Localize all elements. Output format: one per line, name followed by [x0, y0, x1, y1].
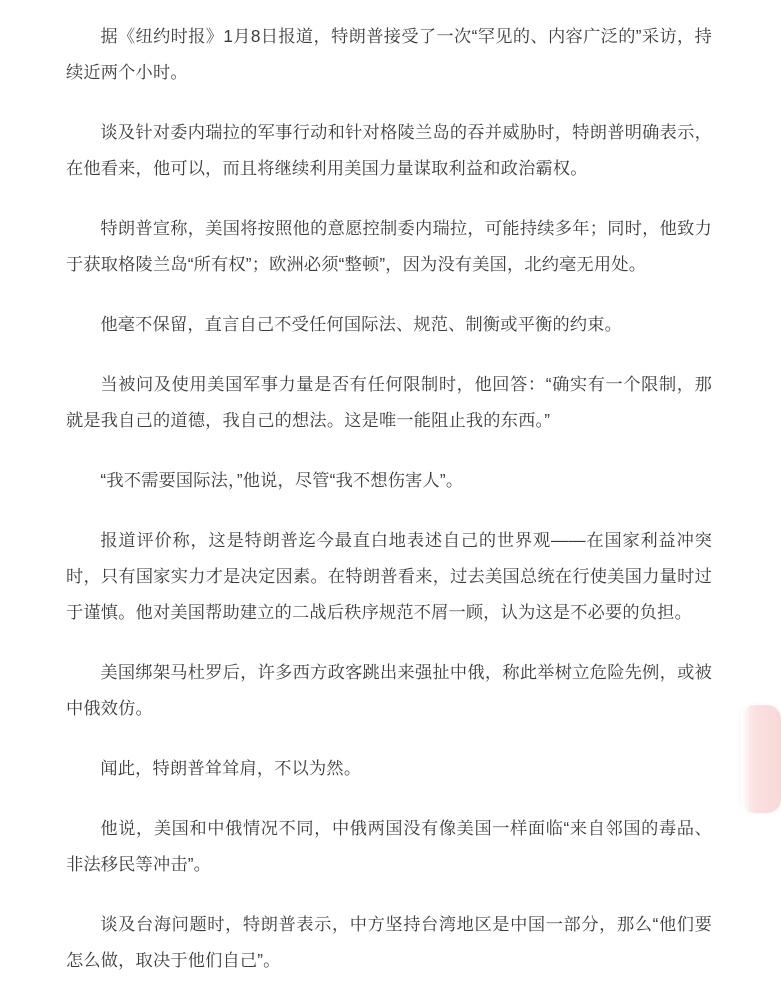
article-paragraph: 报道评价称，这是特朗普迄今最直白地表述自己的世界观——在国家利益冲突时，只有国家实力才是决定因素。在特朗普看来，过去美国总统在行使美国力量时过于谨慎。他对美国帮助建立的二战后秩序规范不屑一顾，认为这是不必要的负担。	[66, 530, 712, 622]
article-paragraph: 美国绑架马杜罗后，许多西方政客跳出来强扯中俄，称此举树立危险先例，或被中俄效仿。	[66, 662, 712, 718]
floating-side-panel[interactable]	[741, 705, 781, 813]
article-paragraph: 他毫不保留，直言自己不受任何国际法、规范、制衡或平衡的约束。	[100, 314, 623, 334]
article-paragraph: 闻此，特朗普耸耸肩，不以为然。	[100, 758, 362, 778]
article-paragraph: 他说，美国和中俄情况不同，中俄两国没有像美国一样面临“来自邻国的毒品、非法移民等冲击”。	[66, 818, 712, 874]
article-paragraph: “我不需要国际法，”他说，尽管“我不想伤害人”。	[100, 470, 464, 490]
floating-side-panel-edge	[741, 705, 749, 813]
article-paragraph: 当被问及使用美国军事力量是否有任何限制时，他回答：“确实有一个限制，那就是我自己的道德，我自己的想法。这是唯一能阻止我的东西。”	[66, 374, 712, 430]
article-paragraph: 谈及针对委内瑞拉的军事行动和针对格陵兰岛的吞并威胁时，特朗普明确表示，在他看来，他可以，而且将继续利用美国力量谋取利益和政治霸权。	[66, 122, 712, 178]
article-body	[66, 0, 712, 1002]
article-paragraph: 谈及台海问题时，特朗普表示，中方坚持台湾地区是中国一部分，那么“他们要怎么做，取决于他们自己”。	[66, 914, 712, 970]
article-paragraph: 据《纽约时报》1月8日报道，特朗普接受了一次“罕见的、内容广泛的”采访，持续近两个小时。	[66, 26, 712, 82]
article-paragraph: 特朗普宣称，美国将按照他的意愿控制委内瑞拉，可能持续多年；同时，他致力于获取格陵兰岛“所有权”；欧洲必须“整顿”，因为没有美国，北约毫无用处。	[66, 218, 712, 274]
